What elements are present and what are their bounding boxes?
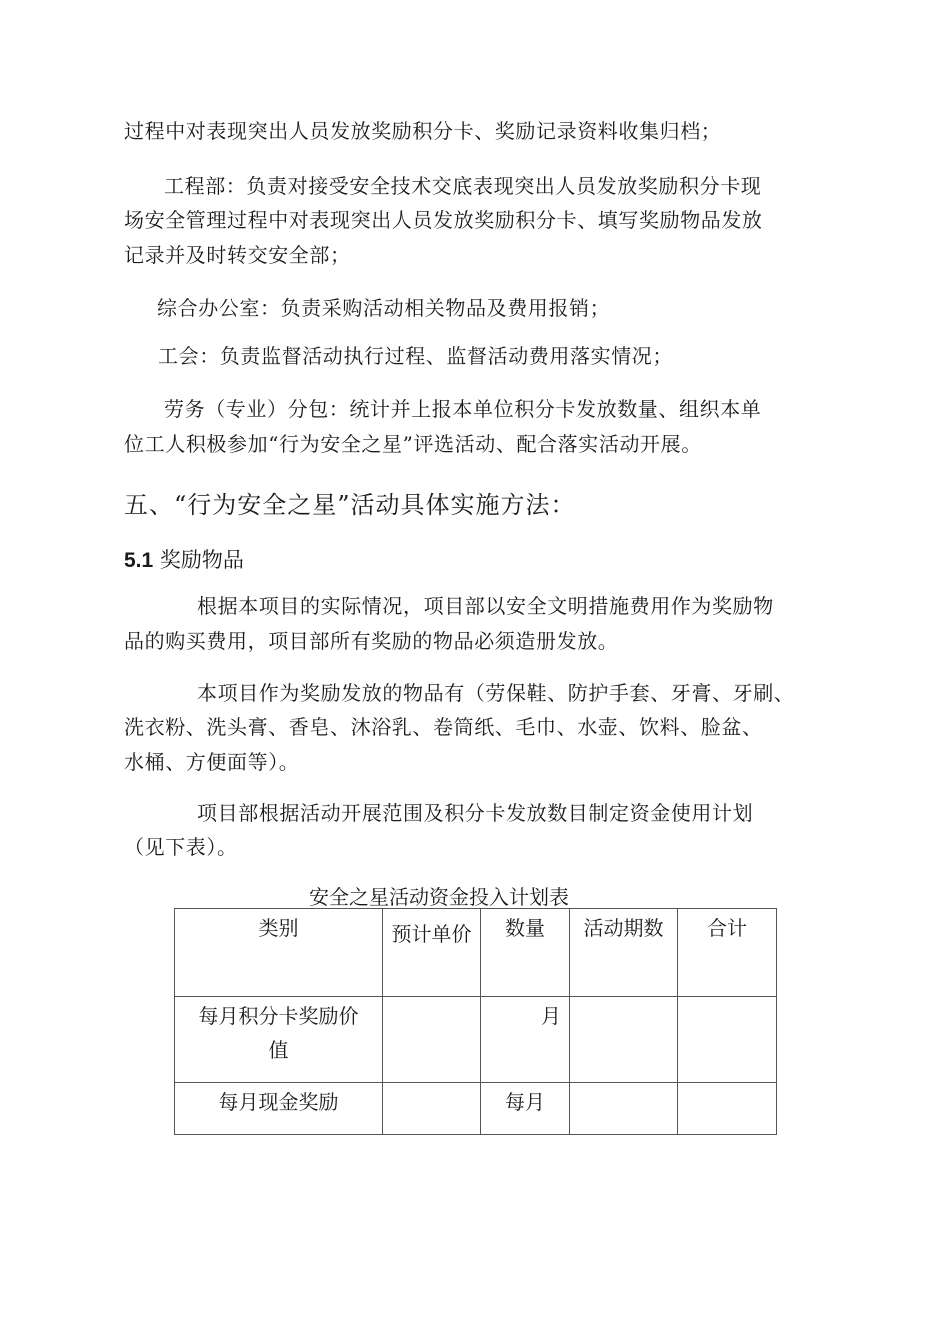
header-cell-total: 合计 [678, 909, 777, 997]
subsection-heading [124, 547, 244, 574]
table-header-row [175, 909, 777, 997]
header-cell-periods: 活动期数 [570, 909, 678, 997]
section-heading: 五、“行为安全之星”活动具体实施方法： [124, 491, 576, 519]
table-cell: 每月 [481, 1083, 570, 1135]
text-line: 水桶、方便面等）。 [124, 750, 300, 774]
table-cell [678, 997, 777, 1083]
text-line: 项目部根据活动开展范围及积分卡发放数目制定资金使用计划 [197, 801, 754, 825]
table-cell [383, 1083, 481, 1135]
text-line: 工会：负责监督活动执行过程、监督活动费用落实情况； [158, 344, 673, 368]
text-line: 场安全管理过程中对表现突出人员发放奖励积分卡、填写奖励物品发放 [124, 208, 763, 232]
header-cell-quantity: 数量 [481, 909, 570, 997]
table-cell [570, 1083, 678, 1135]
table-row [175, 997, 777, 1083]
text-line: 位工人积极参加“行为安全之星”评选活动、配合落实活动开展。 [124, 432, 702, 456]
text-line: 工程部：负责对接受安全技术交底表现突出人员发放奖励积分卡现 [164, 174, 762, 198]
subsection-title: 奖励物品 [159, 548, 244, 572]
header-cell-category: 类别 [175, 909, 383, 997]
text-line: 本项目作为奖励发放的物品有（劳保鞋、防护手套、牙膏、牙刷、 [197, 681, 795, 705]
text-line: （见下表）。 [124, 835, 238, 859]
table-cell: 每月积分卡奖励价值 [175, 997, 383, 1083]
header-cell-unit-price: 预计单价 [383, 909, 481, 997]
budget-table [174, 908, 777, 1135]
table-cell [570, 997, 678, 1083]
text-line: 根据本项目的实际情况，项目部以安全文明措施费用作为奖励物 [197, 594, 774, 618]
text-line: 综合办公室：负责采购活动相关物品及费用报销； [157, 296, 611, 320]
table-cell: 每月现金奖励 [175, 1083, 383, 1135]
text-line: 劳务（专业）分包：统计并上报本单位积分卡发放数量、组织本单 [164, 397, 762, 421]
table-cell [678, 1083, 777, 1135]
text-line: 品的购买费用，项目部所有奖励的物品必须造册发放。 [124, 629, 619, 653]
text-line: 洗衣粉、洗头膏、香皂、沐浴乳、卷筒纸、毛巾、水壶、饮料、脸盆、 [124, 715, 763, 739]
subsection-number: 5.1 [124, 549, 154, 572]
table-row [175, 1083, 777, 1135]
table-cell [383, 997, 481, 1083]
text-line: 记录并及时转交安全部； [124, 243, 351, 267]
text-line: 过程中对表现突出人员发放奖励积分卡、奖励记录资料收集归档； [124, 119, 722, 143]
table-cell: 月 [481, 997, 570, 1083]
table-caption: 安全之星活动资金投入计划表 [309, 885, 569, 909]
